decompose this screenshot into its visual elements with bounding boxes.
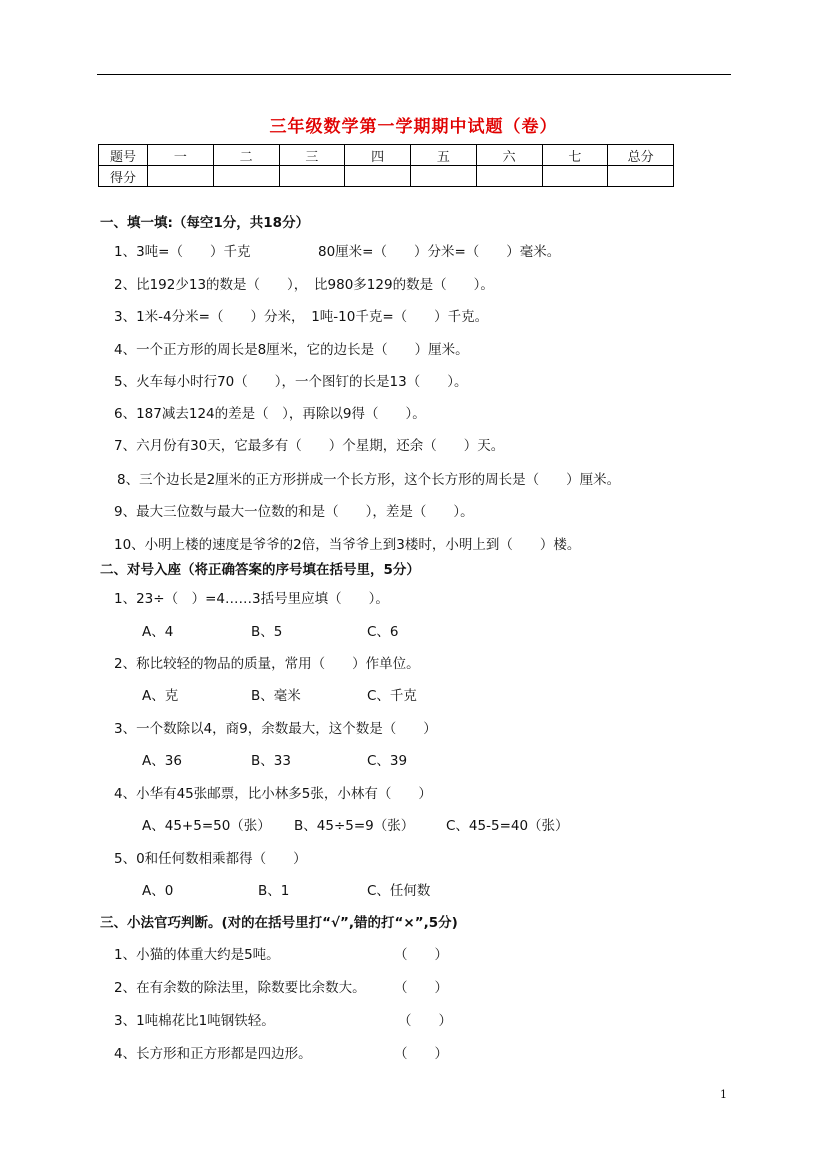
score-entry-cell[interactable] — [542, 166, 608, 187]
question-item: 5、火车每小时行70（ ），一个图钉的长是13（ ）。 — [114, 374, 468, 390]
option-a: A、36 — [142, 753, 182, 769]
question-item: 8、三个边长是2厘米的正方形拼成一个长方形，这个长方形的周长是（ ）厘米。 — [117, 472, 621, 488]
header-rule — [97, 74, 731, 75]
score-entry-cell[interactable] — [411, 166, 477, 187]
option-b: B、1 — [258, 883, 290, 899]
option-a: A、4 — [142, 624, 174, 640]
answer-bracket[interactable]: （ ） — [394, 947, 448, 963]
score-cell: 总分 — [608, 145, 674, 166]
judgment-item: 1、小猫的体重大约是5吨。 — [114, 947, 280, 963]
option-c: C、6 — [367, 624, 399, 640]
question-item: 4、一个正方形的周长是8厘米，它的边长是（ ）厘米。 — [114, 342, 469, 358]
answer-bracket[interactable]: （ ） — [394, 980, 448, 996]
page-number: 1 — [720, 1088, 727, 1101]
judgment-item: 2、在有余数的除法里，除数要比余数大。 — [114, 980, 366, 996]
question-item: 4、小华有45张邮票，比小林多5张，小林有（ ） — [114, 786, 432, 802]
option-a: A、45+5=50（张） — [142, 818, 271, 834]
score-cell: 一 — [148, 145, 214, 166]
question-item: 7、六月份有30天，它最多有（ ）个星期，还余（ ）天。 — [114, 438, 505, 454]
option-c: C、45-5=40（张） — [446, 818, 569, 834]
question-item: 3、1米-4分米=（ ）分米， 1吨-10千克=（ ）千克。 — [114, 309, 489, 325]
score-row-label: 得分 — [99, 166, 148, 187]
score-table-header-row — [99, 145, 674, 166]
score-table-score-row — [99, 166, 674, 187]
score-entry-cell[interactable] — [148, 166, 214, 187]
option-c: C、39 — [367, 753, 408, 769]
score-entry-cell[interactable] — [279, 166, 345, 187]
option-b: B、毫米 — [251, 688, 301, 704]
question-item: 1、23÷（ ）=4……3括号里应填（ ）。 — [114, 591, 389, 607]
option-b: B、45÷5=9（张） — [294, 818, 415, 834]
score-entry-cell[interactable] — [476, 166, 542, 187]
question-item: 1、3吨=（ ）千克 80厘米=（ ）分米=（ ）毫米。 — [114, 244, 561, 260]
answer-bracket[interactable]: （ ） — [394, 1046, 448, 1062]
question-item: 9、最大三位数与最大一位数的和是（ ），差是（ ）。 — [114, 504, 474, 520]
question-item: 3、一个数除以4，商9，余数最大，这个数是（ ） — [114, 721, 437, 737]
question-item: 2、称比较轻的物品的质量，常用（ ）作单位。 — [114, 656, 420, 672]
answer-bracket[interactable]: （ ） — [398, 1013, 452, 1029]
score-entry-cell[interactable] — [608, 166, 674, 187]
question-item: 10、小明上楼的速度是爷爷的2倍，当爷爷上到3楼时，小明上到（ ）楼。 — [114, 537, 581, 553]
section-heading: 一、填一填:（每空1分，共18分） — [100, 215, 310, 231]
score-cell: 四 — [345, 145, 411, 166]
question-item: 2、比192少13的数是（ ）， 比980多129的数是（ ）。 — [114, 277, 494, 293]
score-cell: 三 — [279, 145, 345, 166]
section-heading: 三、小法官巧判断。(对的在括号里打“√”,错的打“×”,5分) — [100, 915, 458, 931]
option-a: A、0 — [142, 883, 174, 899]
score-cell: 七 — [542, 145, 608, 166]
option-b: B、33 — [251, 753, 291, 769]
judgment-item: 3、1吨棉花比1吨钢铁轻。 — [114, 1013, 275, 1029]
page-title: 三年级数学第一学期期中试题（卷） — [269, 117, 558, 137]
score-entry-cell[interactable] — [345, 166, 411, 187]
score-cell: 题号 — [99, 145, 148, 166]
section-heading: 二、对号入座（将正确答案的序号填在括号里，5分） — [100, 562, 420, 578]
option-c: C、任何数 — [367, 883, 431, 899]
question-item: 6、187减去124的差是（ ），再除以9得（ ）。 — [114, 406, 426, 422]
score-cell: 五 — [411, 145, 477, 166]
score-entry-cell[interactable] — [213, 166, 279, 187]
option-a: A、克 — [142, 688, 179, 704]
question-item: 5、0和任何数相乘都得（ ） — [114, 851, 307, 867]
score-cell: 六 — [476, 145, 542, 166]
option-c: C、千克 — [367, 688, 417, 704]
score-table — [98, 144, 674, 187]
judgment-item: 4、长方形和正方形都是四边形。 — [114, 1046, 312, 1062]
score-cell: 二 — [213, 145, 279, 166]
option-b: B、5 — [251, 624, 283, 640]
